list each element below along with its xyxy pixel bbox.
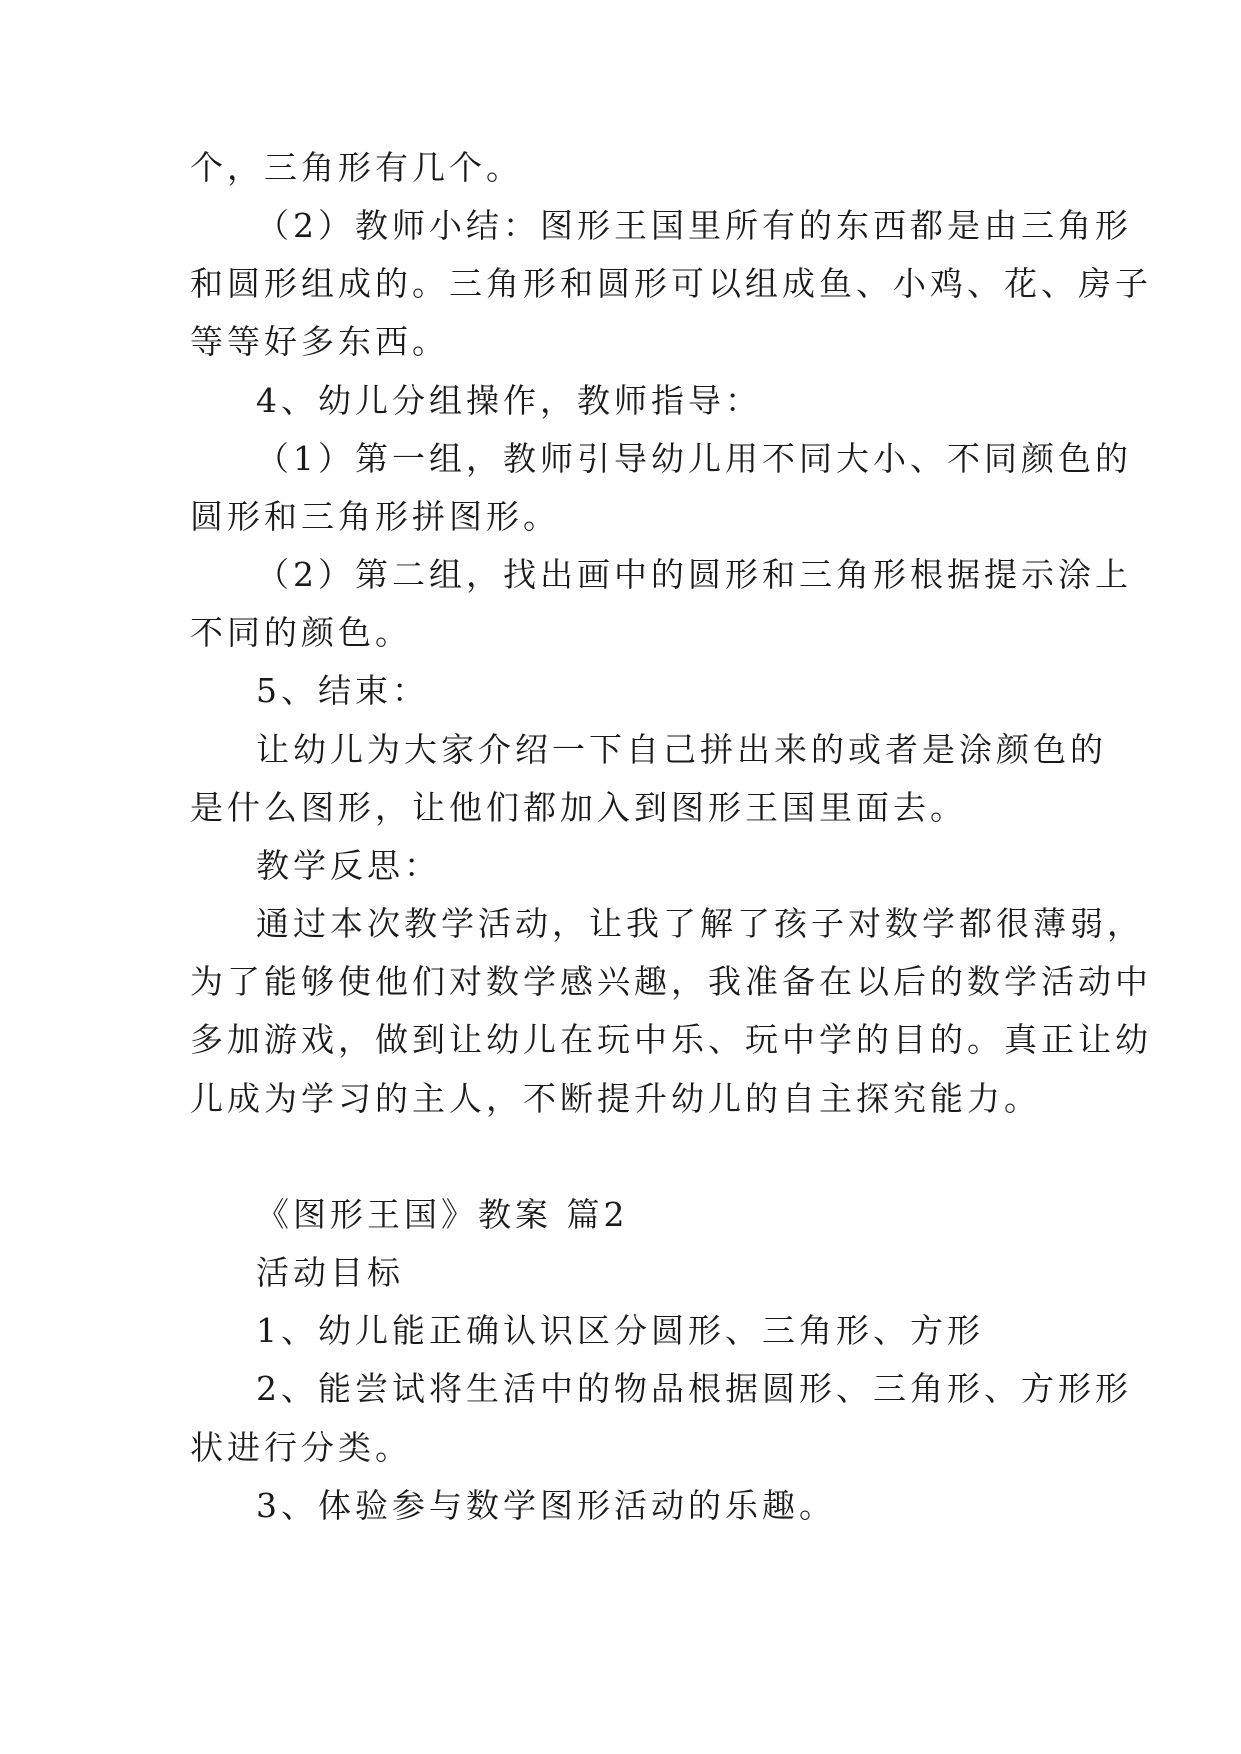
text-line: 个，三角形有几个。	[190, 148, 523, 187]
text-line: （2）第二组，找出画中的圆形和三角形根据提示涂上	[256, 555, 1132, 594]
text-line: 状进行分类。	[190, 1428, 412, 1467]
text-line: 多加游戏，做到让幼儿在玩中乐、玩中学的目的。真正让幼	[190, 1020, 1152, 1059]
text-line: 5、结束：	[256, 671, 429, 710]
text-line: 2、能尝试将生活中的物品根据圆形、三角形、方形形	[256, 1369, 1132, 1408]
text-line: 活动目标	[256, 1253, 404, 1292]
text-line: 1、幼儿能正确认识区分圆形、三角形、方形	[256, 1311, 984, 1350]
text-line: （1）第一组，教师引导幼儿用不同大小、不同颜色的	[256, 439, 1132, 478]
text-line: 等等好多东西。	[190, 322, 449, 361]
text-line: 和圆形组成的。三角形和圆形可以组成鱼、小鸡、花、房子	[190, 264, 1152, 303]
text-line: （2）教师小结：图形王国里所有的东西都是由三角形	[256, 206, 1132, 245]
text-line: 3、体验参与数学图形活动的乐趣。	[256, 1486, 836, 1525]
text-line: 圆形和三角形拼图形。	[190, 497, 560, 536]
text-line: 4、幼儿分组操作，教师指导：	[256, 381, 762, 420]
text-line: 教学反思：	[256, 846, 441, 885]
text-line: 为了能够使他们对数学感兴趣，我准备在以后的数学活动中	[190, 962, 1152, 1001]
text-line: 是什么图形，让他们都加入到图形王国里面去。	[190, 788, 967, 827]
text-line: 通过本次教学活动，让我了解了孩子对数学都很薄弱，	[256, 904, 1144, 943]
text-line: 不同的颜色。	[190, 613, 412, 652]
text-line: 让幼儿为大家介绍一下自己拼出来的或者是涂颜色的	[256, 730, 1107, 769]
text-line: 儿成为学习的主人，不断提升幼儿的自主探究能力。	[190, 1079, 1041, 1118]
section-heading: 《图形王国》教案 篇2	[256, 1195, 629, 1234]
